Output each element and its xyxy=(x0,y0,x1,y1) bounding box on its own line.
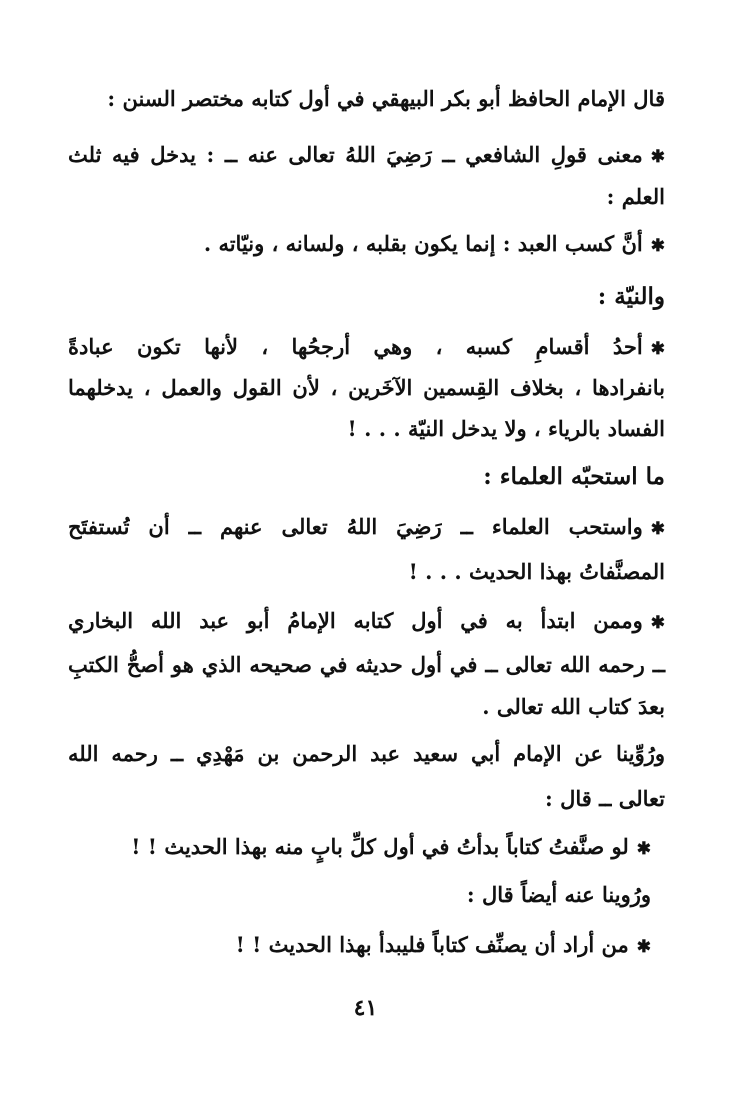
paragraph-text: الفساد بالرياء ، ولا يدخل النيّة . . . ! xyxy=(347,416,665,441)
asterisk-icon: ✱ xyxy=(650,147,665,167)
paragraph-text: واستحب العلماء ــ رَضِيَ اللهُ تعالى عنهم ــ أن تُستفتَح xyxy=(68,514,643,539)
paragraph-bukhari-line-1 xyxy=(68,606,665,638)
paragraph-text: ــ رحمه الله تعالى ــ في أول حديثه في صحيحه الذي هو أصحُّ الكتبِ xyxy=(68,652,665,677)
narration-line xyxy=(68,880,651,910)
paragraph-ibn-mahdi-line-2 xyxy=(68,784,665,814)
section-heading-niyya xyxy=(68,282,665,312)
paragraph-ulama-line-1 xyxy=(68,512,665,544)
paragraph-niyya-line-2 xyxy=(68,373,665,403)
paragraph-text: بانفرادها ، بخلاف القِسمين الآخَرين ، لأن القول والعمل ، يدخلهما xyxy=(68,375,665,400)
paragraph-text: من أراد أن يصنِّف كتاباً فليبدأ بهذا الحديث ! ! xyxy=(235,932,629,957)
paragraph-ulama-line-2 xyxy=(68,557,665,587)
heading-text: ما استحبّه العلماء : xyxy=(483,463,665,490)
paragraph-text: وممن ابتدأ به في أول كتابه الإمامُ أبو عبد الله البخاري xyxy=(68,608,643,633)
paragraph-text: أحدُ أقسامِ كسبه ، وهي أرجحُها ، لأنها تكون عبادةً xyxy=(68,334,643,359)
asterisk-icon: ✱ xyxy=(636,937,651,957)
asterisk-icon: ✱ xyxy=(636,839,651,859)
paragraph-niyya-line-1 xyxy=(68,332,665,364)
paragraph-intro xyxy=(68,84,665,114)
paragraph-shafii-line-2 xyxy=(68,182,665,212)
paragraph-text: العلم : xyxy=(606,184,665,209)
asterisk-icon: ✱ xyxy=(650,339,665,359)
paragraph-text: ورُوينا عنه أيضاً قال : xyxy=(466,882,651,907)
asterisk-icon: ✱ xyxy=(650,613,665,633)
paragraph-ibn-mahdi-line-1 xyxy=(68,739,665,769)
asterisk-icon: ✱ xyxy=(650,519,665,539)
paragraph-shafii-line-1 xyxy=(68,140,665,172)
paragraph-text: ورُوِّينا عن الإمام أبي سعيد عبد الرحمن بن مَهْدِي ــ رحمه الله xyxy=(68,741,665,766)
heading-text: والنيّة : xyxy=(597,283,665,310)
quote-first xyxy=(68,832,651,864)
section-heading-mustahab xyxy=(68,462,665,492)
paragraph-text: المصنَّفاتُ بهذا الحديث . . . ! xyxy=(408,559,665,584)
paragraph-text: معنى قولِ الشافعي ــ رَضِيَ اللهُ تعالى عنه ــ : يدخل فيه ثلث xyxy=(68,142,643,167)
quote-second xyxy=(68,930,651,962)
paragraph-kasb xyxy=(68,229,665,261)
paragraph-niyya-line-3 xyxy=(68,414,665,444)
paragraph-text: بعدَ كتاب الله تعالى . xyxy=(482,694,665,719)
asterisk-icon: ✱ xyxy=(650,236,665,256)
paragraph-bukhari-line-3 xyxy=(68,692,665,722)
paragraph-text: أنَّ كسب العبد : إنما يكون بقلبه ، ولسانه ، ونيّاته . xyxy=(203,231,643,256)
page-number: ٤١ xyxy=(353,995,378,1021)
paragraph-text: تعالى ــ قال : xyxy=(545,786,665,811)
paragraph-bukhari-line-2 xyxy=(68,650,665,680)
paragraph-text: لو صنَّفتُ كتاباً بدأتُ في أول كلِّ بابٍ منه بهذا الحديث ! ! xyxy=(131,834,629,859)
paragraph-text: قال الإمام الحافظ أبو بكر البيهقي في أول كتابه مختصر السنن : xyxy=(107,86,665,111)
